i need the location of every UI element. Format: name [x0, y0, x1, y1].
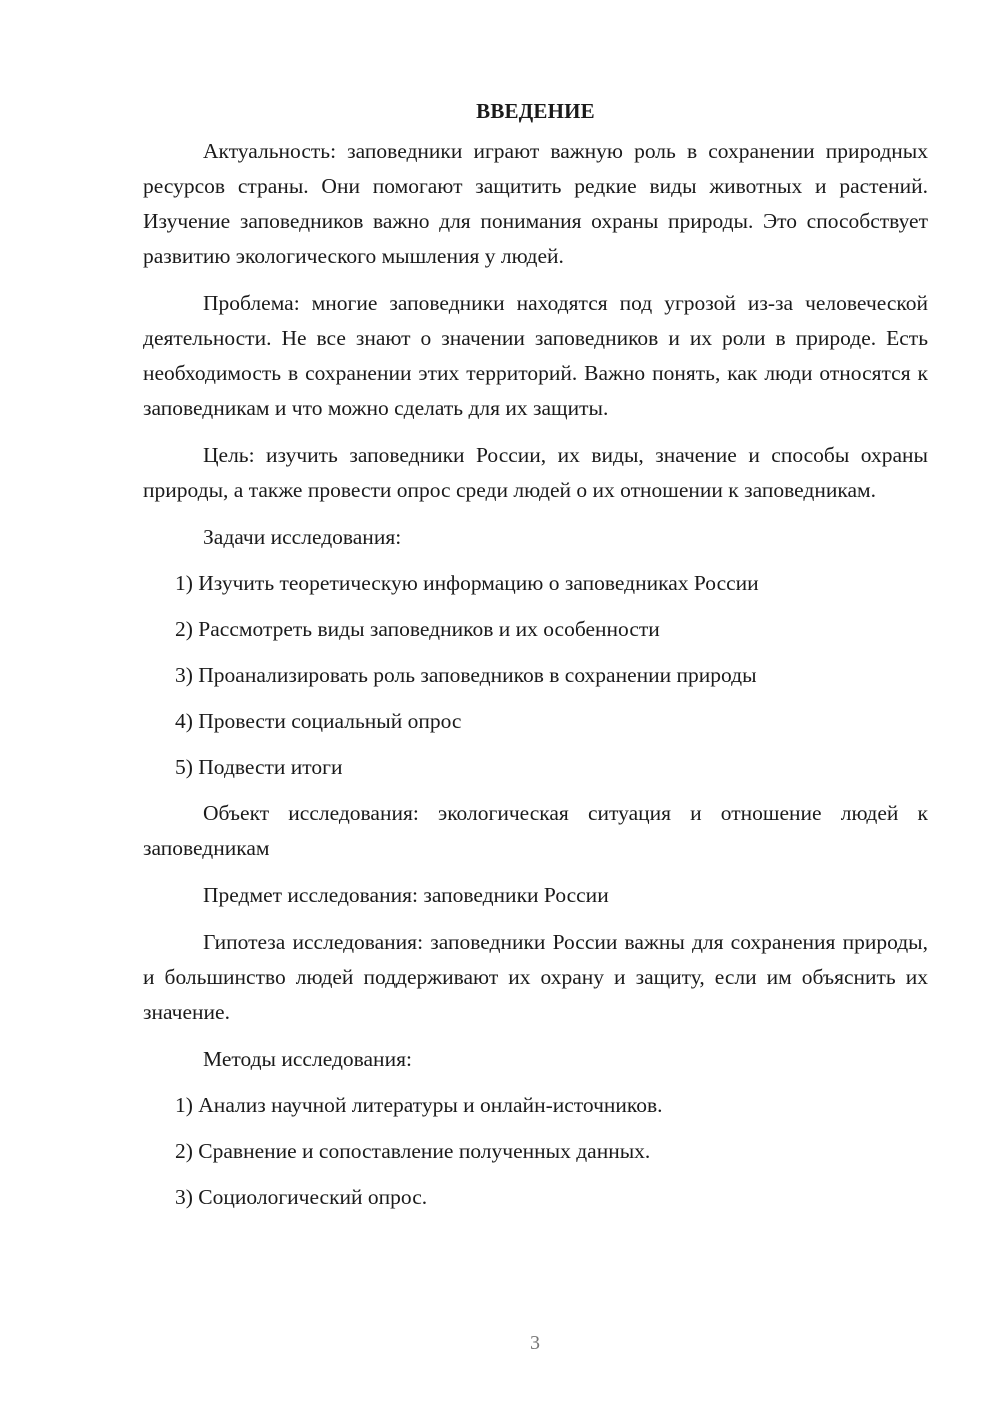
methods-list	[143, 1088, 928, 1215]
task-item-4: 4) Провести социальный опрос	[175, 709, 462, 733]
methods-heading: Методы исследования:	[203, 1047, 412, 1071]
task-item-5: 5) Подвести итоги	[175, 755, 343, 779]
goal-paragraph: Цель: изучить заповедники России, их виды, значение и способы охраны природы, а также провести опрос среди людей о их отношении к заповедникам.	[143, 443, 928, 502]
page-number: 3	[530, 1332, 540, 1354]
task-item-3: 3) Проанализировать роль заповедников в сохранении природы	[175, 663, 757, 687]
section-title: ВВЕДЕНИЕ	[476, 99, 595, 123]
task-item-1: 1) Изучить теоретическую информацию о заповедниках России	[175, 571, 759, 595]
hypothesis-paragraph: Гипотеза исследования: заповедники России важны для сохранения природы, и большинство людей поддерживают их охрану и защиту, если им объяснить их значение.	[143, 930, 928, 1024]
tasks-list	[143, 566, 928, 785]
problem-paragraph: Проблема: многие заповедники находятся под угрозой из-за человеческой деятельности. Не все знают о значении заповедников и их роли в природе. Есть необходимость в сохранении этих территорий. Важно понять, как люди относятся к заповедникам и что можно сделать для их защиты.	[143, 291, 928, 420]
tasks-heading: Задачи исследования:	[203, 525, 402, 549]
relevance-paragraph: Актуальность: заповедники играют важную роль в сохранении природных ресурсов страны. Они помогают защитить редкие виды животных и растений. Изучение заповедников важно для понимания охраны природы. Это способствует развитию экологического мышления у людей.	[143, 139, 928, 268]
subject-paragraph: Предмет исследования: заповедники России	[203, 883, 609, 907]
document-page	[143, 96, 928, 1226]
method-item-2: 2) Сравнение и сопоставление полученных данных.	[175, 1139, 651, 1163]
method-item-1: 1) Анализ научной литературы и онлайн-источников.	[175, 1093, 663, 1117]
task-item-2: 2) Рассмотреть виды заповедников и их особенности	[175, 617, 660, 641]
method-item-3: 3) Социологический опрос.	[175, 1185, 428, 1209]
object-paragraph: Объект исследования: экологическая ситуация и отношение людей к заповедникам	[143, 801, 928, 860]
